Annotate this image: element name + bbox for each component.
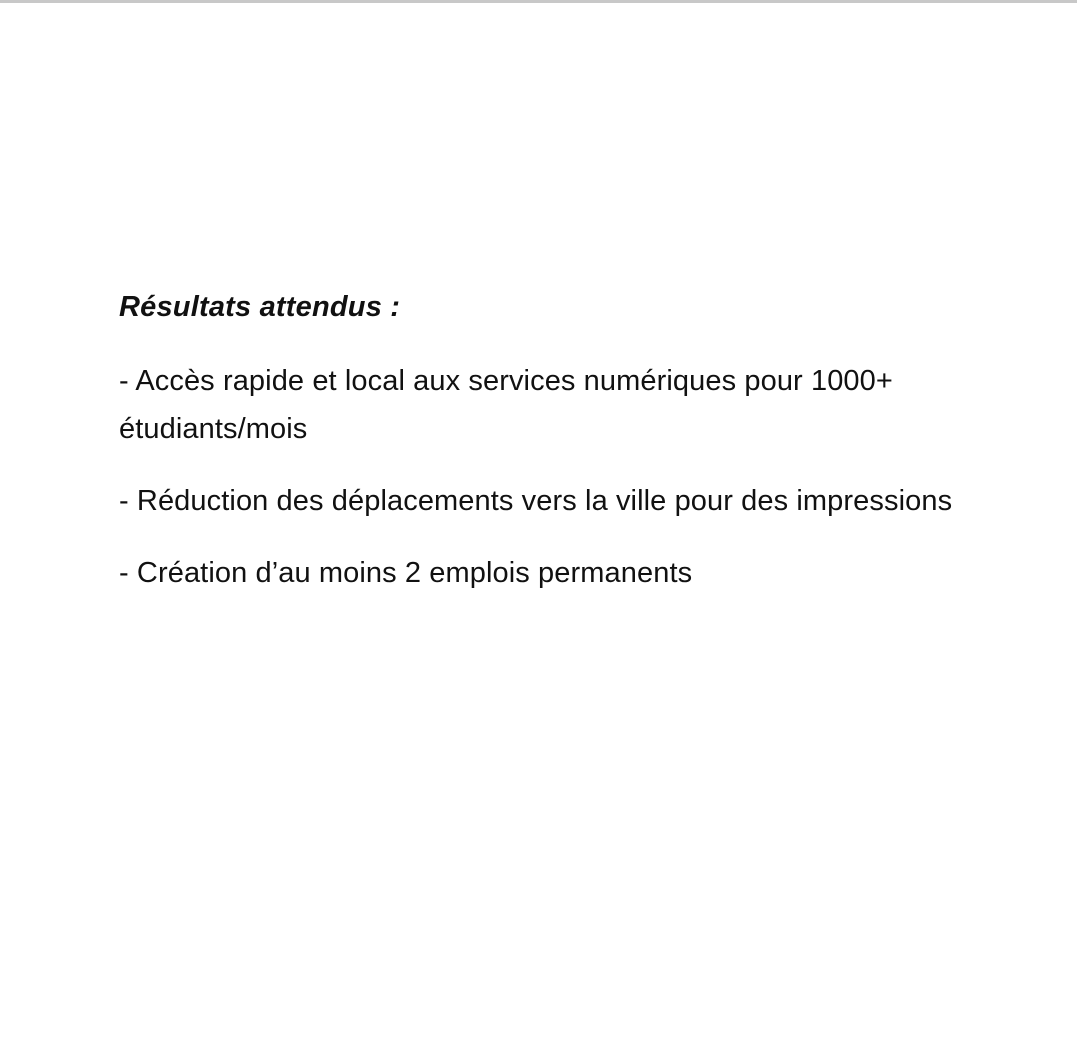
results-list <box>119 357 1039 597</box>
document-content <box>119 287 1039 621</box>
result-item-jobs: - Création d’au moins 2 emplois permanents <box>119 557 693 589</box>
result-item-travel-reduction: - Réduction des déplacements vers la ville pour des impressions <box>119 485 953 517</box>
result-item-access: - Accès rapide et local aux services numériques pour 1000+ étudiants/mois <box>119 365 893 445</box>
section-heading: Résultats attendus : <box>119 291 401 323</box>
